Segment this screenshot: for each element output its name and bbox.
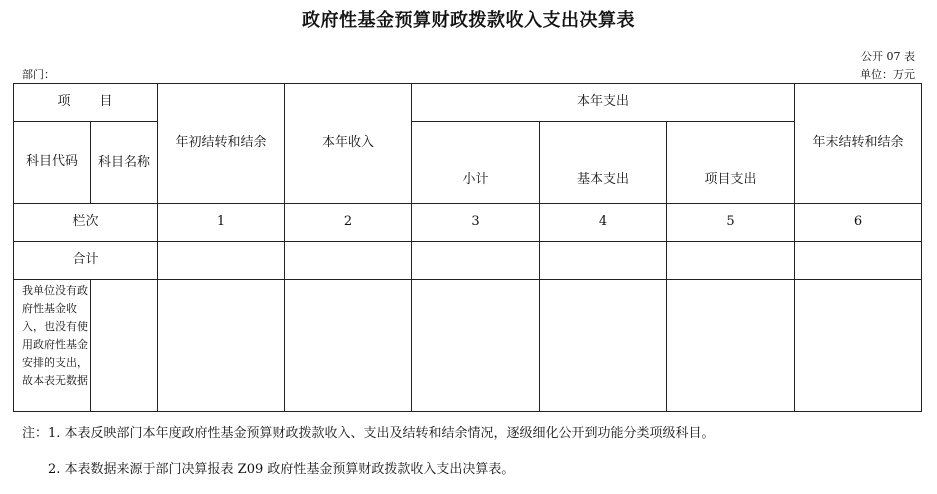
total-row-label: 合计 (14, 242, 158, 280)
form-number: 公开 07 表 (861, 50, 915, 63)
income-header: 本年收入 (285, 84, 412, 204)
footnote-2: 2. 本表数据来源于部门决算报表 Z09 政府性基金预算财政拨款收入支出决算表。 (48, 462, 515, 477)
data-cell-5 (667, 280, 795, 412)
total-cell-4 (540, 242, 667, 280)
total-cell-2 (285, 242, 412, 280)
opening-balance-header: 年初结转和结余 (158, 84, 285, 204)
data-cell-4 (540, 280, 667, 412)
budget-table (13, 83, 922, 412)
column-number-2: 2 (285, 204, 412, 242)
no-data-note: 我单位没有政府性基金收入，也没有使用政府性基金安排的支出，故本表无数据 (14, 280, 91, 412)
column-number-1: 1 (158, 204, 285, 242)
project-expense-header: 项目支出 (667, 122, 795, 204)
column-number-6: 6 (795, 204, 922, 242)
subject-name-header: 科目名称 (91, 122, 158, 204)
data-cell-name (91, 280, 158, 412)
total-cell-5 (667, 242, 795, 280)
column-number-4: 4 (540, 204, 667, 242)
data-cell-2 (285, 280, 412, 412)
expense-header: 本年支出 (412, 84, 795, 122)
closing-balance-header: 年末结转和结余 (795, 84, 922, 204)
footnote-1: 注：1. 本表反映部门本年度政府性基金预算财政拨款收入、支出及结转和结余情况，逐级细化公开到功能分类项级科目。 (22, 426, 715, 441)
data-cell-3 (412, 280, 540, 412)
data-cell-1 (158, 280, 285, 412)
column-number-5: 5 (667, 204, 795, 242)
subtotal-header: 小计 (412, 122, 540, 204)
item-header: 项 目 (14, 84, 158, 122)
department-label: 部门： (22, 68, 55, 81)
total-cell-1 (158, 242, 285, 280)
page-title: 政府性基金预算财政拨款收入支出决算表 (302, 10, 635, 31)
total-cell-6 (795, 242, 922, 280)
total-cell-3 (412, 242, 540, 280)
basic-expense-header: 基本支出 (540, 122, 667, 204)
unit-label: 单位：万元 (860, 68, 915, 81)
data-cell-6 (795, 280, 922, 412)
column-number-3: 3 (412, 204, 540, 242)
column-row-label: 栏次 (14, 204, 158, 242)
subject-code-header: 科目代码 (14, 122, 91, 204)
